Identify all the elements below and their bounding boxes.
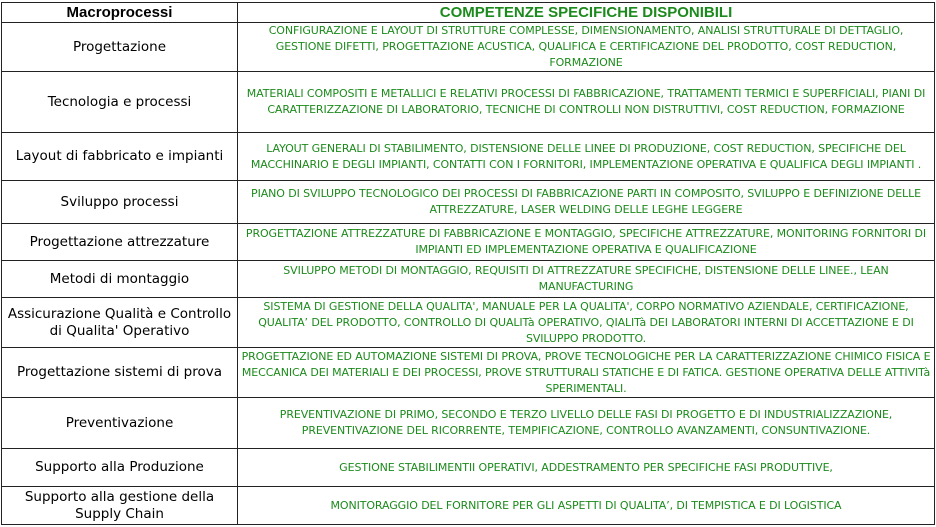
skills-cell: CONFIGURAZIONE E LAYOUT DI STRUTTURE COMPLESSE, DIMENSIONAMENTO, ANALISI STRUTTURALE DI DETTAGLIO, GESTIONE DIFETTI, PROGETTAZIONE ACUSTICA, QUALIFICA E CERTIFICAZIONE DEL PRODOTTO, COST REDUCTION, FORMAZIONE xyxy=(238,23,935,72)
table-row xyxy=(2,23,935,72)
skills-cell: MONITORAGGIO DEL FORNITORE PER GLI ASPETTI DI QUALITA’, DI TEMPISTICA E DI LOGISTICA xyxy=(238,487,935,525)
macroprocess-cell: Progettazione attrezzature xyxy=(2,224,238,261)
table-row xyxy=(2,261,935,298)
skills-cell: PREVENTIVAZIONE DI PRIMO, SECONDO E TERZO LIVELLO DELLE FASI DI PROGETTO E DI INDUSTRIALIZZAZIONE, PREVENTIVAZIONE DEL RICORRENTE, TEMPIFICAZIONE, CONTROLLO AVANZAMENTI, CONSUNTIVAZIONE. xyxy=(238,398,935,449)
skills-cell: LAYOUT GENERALI DI STABILIMENTO, DISTENSIONE DELLE LINEE DI PRODUZIONE, COST REDUCTION, SPECIFICHE DEL MACCHINARIO E DEGLI IMPIANTI, CONTATTI CON I FORNITORI, IMPLEMENTAZIONE OPERATIVA E QUALIFICA DEGLI IMPIANTI . xyxy=(238,133,935,181)
header-macroprocessi: Macroprocessi xyxy=(2,3,238,23)
competence-table xyxy=(1,2,935,525)
skills-cell: PIANO DI SVILUPPO TECNOLOGICO DEI PROCESSI DI FABBRICAZIONE PARTI IN COMPOSITO, SVILUPPO E DEFINIZIONE DELLE ATTREZZATURE, LASER WELDING DELLE LEGHE LEGGERE xyxy=(238,181,935,224)
table-row xyxy=(2,133,935,181)
skills-cell: PROGETTAZIONE ATTREZZATURE DI FABBRICAZIONE E MONTAGGIO, SPECIFICHE ATTREZZATURE, MONITORING FORNITORI DI IMPIANTI ED IMPLEMENTAZIONE OPERATIVA E QUALIFICAZIONE xyxy=(238,224,935,261)
macroprocess-cell: Supporto alla gestione della Supply Chain xyxy=(2,487,238,525)
table-row xyxy=(2,181,935,224)
skills-cell: SVILUPPO METODI DI MONTAGGIO, REQUISITI DI ATTREZZATURE SPECIFICHE, DISTENSIONE DELLE LINEE., LEAN MANUFACTURING xyxy=(238,261,935,298)
table-row xyxy=(2,449,935,487)
skills-cell: SISTEMA DI GESTIONE DELLA QUALITA', MANUALE PER LA QUALITA', CORPO NORMATIVO AZIENDALE, CERTIFICAZIONE, QUALITA’ DEL PRODOTTO, CONTROLLO DI QUALITà OPERATIVO, QIALITà DEI LABORATORI INTERNI DI ACCETTAZIONE E DI SVILUPPO PRODOTTO. xyxy=(238,298,935,348)
header-competenze: COMPETENZE SPECIFICHE DISPONIBILI xyxy=(238,3,935,23)
table-row xyxy=(2,398,935,449)
macroprocess-cell: Progettazione sistemi di prova xyxy=(2,348,238,398)
macroprocess-cell: Tecnologia e processi xyxy=(2,72,238,133)
skills-cell: MATERIALI COMPOSITI E METALLICI E RELATIVI PROCESSI DI FABBRICAZIONE, TRATTAMENTI TERMICI E SUPERFICIALI, PIANI DI CARATTERIZZAZIONE DI LABORATORIO, TECNICHE DI CONTROLLI NON DISTRUTTIVI, COST REDUCTION, FORMAZIONE xyxy=(238,72,935,133)
table-header-row xyxy=(2,3,935,23)
skills-cell: GESTIONE STABILIMENTII OPERATIVI, ADDESTRAMENTO PER SPECIFICHE FASI PRODUTTIVE, xyxy=(238,449,935,487)
table-row xyxy=(2,487,935,525)
macroprocess-cell: Supporto alla Produzione xyxy=(2,449,238,487)
macroprocess-cell: Metodi di montaggio xyxy=(2,261,238,298)
macroprocess-cell: Sviluppo processi xyxy=(2,181,238,224)
macroprocess-cell: Layout di fabbricato e impianti xyxy=(2,133,238,181)
macroprocess-cell: Preventivazione xyxy=(2,398,238,449)
table-row xyxy=(2,298,935,348)
macroprocess-cell: Assicurazione Qualità e Controllo di Qualita' Operativo xyxy=(2,298,238,348)
skills-cell: PROGETTAZIONE ED AUTOMAZIONE SISTEMI DI PROVA, PROVE TECNOLOGICHE PER LA CARATTERIZZAZIONE CHIMICO FISICA E MECCANICA DEI MATERIALI E DEI PROCESSI, PROVE STRUTTURALI STATICHE E DI FATICA. GESTIONE OPERATIVA DELLE ATTIVITà SPERIMENTALI. xyxy=(238,348,935,398)
table-row xyxy=(2,72,935,133)
table-row xyxy=(2,348,935,398)
macroprocess-cell: Progettazione xyxy=(2,23,238,72)
table-row xyxy=(2,224,935,261)
